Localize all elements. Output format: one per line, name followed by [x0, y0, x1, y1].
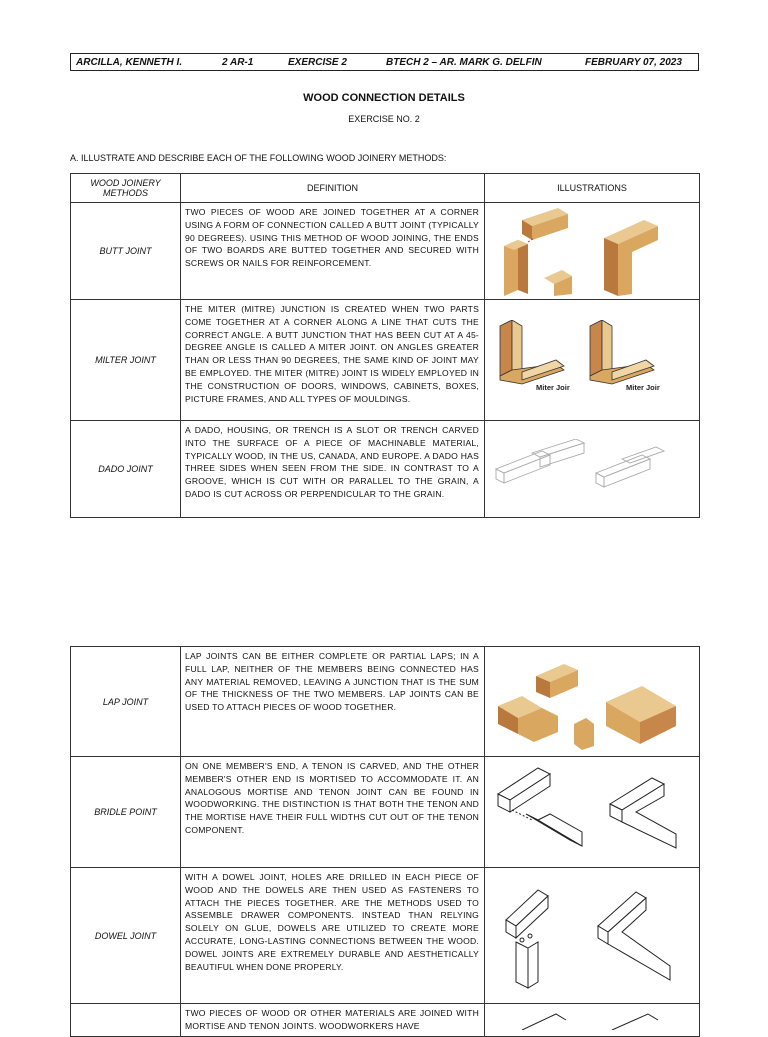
miter-joint-illustration — [485, 300, 700, 421]
miter-caption-1: Miter Joir — [536, 383, 570, 392]
butt-joint-image — [492, 206, 692, 296]
dado-joint-image — [492, 439, 692, 499]
bridle-joint-illustration — [485, 757, 700, 868]
joint-definition: A DADO, HOUSING, OR TRENCH IS A SLOT OR TRENCH CARVED INTO THE SURFACE OF A PIECE OF MACHINABLE MATERIAL, TYPICALLY WOOD, IN THE US, CANADA, AND EUROPE. A DADO HAS THREE SIDES WHEN SEEN FROM THE SIDE. IN CONTRAST TO A GROOVE, WHICH IS CUT WITH OR PARALLEL TO THE GRAIN, A DADO IS CUT ACROSS OR PERPENDICULAR TO THE GRAIN. — [181, 421, 485, 518]
miter-joint-image — [492, 320, 692, 400]
date-label: FEBRUARY 07, 2023 — [585, 56, 682, 68]
dowel-joint-image — [492, 876, 692, 996]
header-definition: DEFINITION — [181, 174, 485, 203]
joint-definition: ON ONE MEMBER'S END, A TENON IS CARVED, AND THE OTHER MEMBER'S OTHER END IS MORTISED TO ACCOMMODATE IT. AN ANALOGOUS MORTISE AND TENON JOINT CAN BE FOUND IN WOODWORKING. THE DISTINCTION IS THAT BOTH THE TENON AND THE MORTISE HAVE THEIR FULL WIDTHS CUT OUT OF THE TENON COMPONENT. — [181, 757, 485, 868]
joint-name: MILTER JOINT — [71, 300, 181, 421]
joint-definition: TWO PIECES OF WOOD ARE JOINED TOGETHER AT A CORNER USING A FORM OF CONNECTION CALLED A BUTT JOINT (TYPICALLY 90 DEGREES). USING THIS METHOD OF WOOD JOINING, THE ENDS OF TWO BOARDS ARE BUTTED TOGETHER AND SECURED WITH SCREWS OR NAILS FOR REINFORCEMENT. — [181, 203, 485, 300]
butt-joint-illustration — [485, 203, 700, 300]
joint-definition: THE MITER (MITRE) JUNCTION IS CREATED WHEN TWO PARTS COME TOGETHER AT A CORNER ALONG A LINE THAT CUTS THE CORRECT ANGLE. A BUTT JUNCTION THAT HAS BEEN CUT AT A 45-DEGREE ANGLE IS CALLED A MITER JOINT. ON ANGLES GREATER THAN OR LESS THAN 90 DEGREES, THE SAME KIND OF JOINT MAY BE EMPLOYED. THE MITER (MITRE) JOINT IS WIDELY EMPLOYED IN THE CONSTRUCTION OF DOORS, WINDOWS, CABINETS, BOXES, PICTURE FRAMES, AND ALL TYPES OF MOULDINGS. — [181, 300, 485, 421]
bridle-joint-image — [492, 762, 692, 862]
exercise-label: EXERCISE 2 — [288, 56, 347, 68]
dowel-joint-illustration — [485, 868, 700, 1004]
miter-caption-2: Miter Joir — [626, 383, 660, 392]
lap-joint-illustration — [485, 647, 700, 757]
header-illustrations: ILLUSTRATIONS — [485, 174, 700, 203]
joint-definition: TWO PIECES OF WOOD OR OTHER MATERIALS ARE JOINED WITH MORTISE AND TENON JOINTS. WOODWORKERS HAVE — [181, 1004, 485, 1037]
document-subtitle: EXERCISE NO. 2 — [348, 114, 420, 124]
joint-name: DOWEL JOINT — [71, 868, 181, 1004]
course-label: BTECH 2 – AR. MARK G. DELFIN — [386, 56, 542, 68]
joint-definition: WITH A DOWEL JOINT, HOLES ARE DRILLED IN EACH PIECE OF WOOD AND THE DOWELS ARE THEN USED AS FASTENERS TO ATTACH THE PIECES TOGETHER. ARE THE METHODS USED TO ASSEMBLE DRAWER COMPONENTS. INSTEAD THAN RELYING SOLELY ON GLUE, DOWELS ARE UTILIZED TO CREATE MORE ACCURATE, LONG-LASTING CONNECTIONS BETWEEN THE WOOD. DOWEL JOINTS ARE EXTREMELY DURABLE AND AESTHETICALLY BEAUTIFUL WHEN DONE PROPERLY. — [181, 868, 485, 1004]
joint-name: DADO JOINT — [71, 421, 181, 518]
table-row — [71, 868, 700, 1004]
header-methods: WOOD JOINERY METHODS — [71, 174, 181, 203]
joint-definition: LAP JOINTS CAN BE EITHER COMPLETE OR PARTIAL LAPS; IN A FULL LAP, NEITHER OF THE MEMBERS BEING CONNECTED HAS ANY MATERIAL REMOVED, LEAVING A JUNCTION THAT IS THE SUM OF THE THICKNESS OF THE TWO MEMBERS. LAP JOINTS CAN BE USED TO ATTACH PIECES OF WOOD TOGETHER. — [181, 647, 485, 757]
dado-joint-illustration — [485, 421, 700, 518]
joint-name: BUTT JOINT — [71, 203, 181, 300]
student-name: ARCILLA, KENNETH I. — [76, 56, 183, 68]
table-row — [71, 757, 700, 868]
mortise-tenon-illustration — [485, 1004, 700, 1037]
table-row — [71, 1004, 700, 1037]
mortise-tenon-image — [492, 1010, 692, 1030]
joinery-table — [70, 173, 700, 518]
student-section: 2 AR-1 — [222, 56, 254, 68]
joinery-table-continued — [70, 646, 700, 1037]
lap-joint-image — [492, 654, 692, 750]
document-title: WOOD CONNECTION DETAILS — [303, 92, 465, 104]
joint-name: BRIDLE POINT — [71, 757, 181, 868]
table-header-row — [71, 174, 700, 203]
joint-name: LAP JOINT — [71, 647, 181, 757]
table-row — [71, 203, 700, 300]
instruction-text: A. ILLUSTRATE AND DESCRIBE EACH OF THE FOLLOWING WOOD JOINERY METHODS: — [70, 153, 447, 163]
table-row — [71, 647, 700, 757]
table-row — [71, 421, 700, 518]
document-header — [70, 53, 699, 71]
joint-name — [71, 1004, 181, 1037]
table-row — [71, 300, 700, 421]
